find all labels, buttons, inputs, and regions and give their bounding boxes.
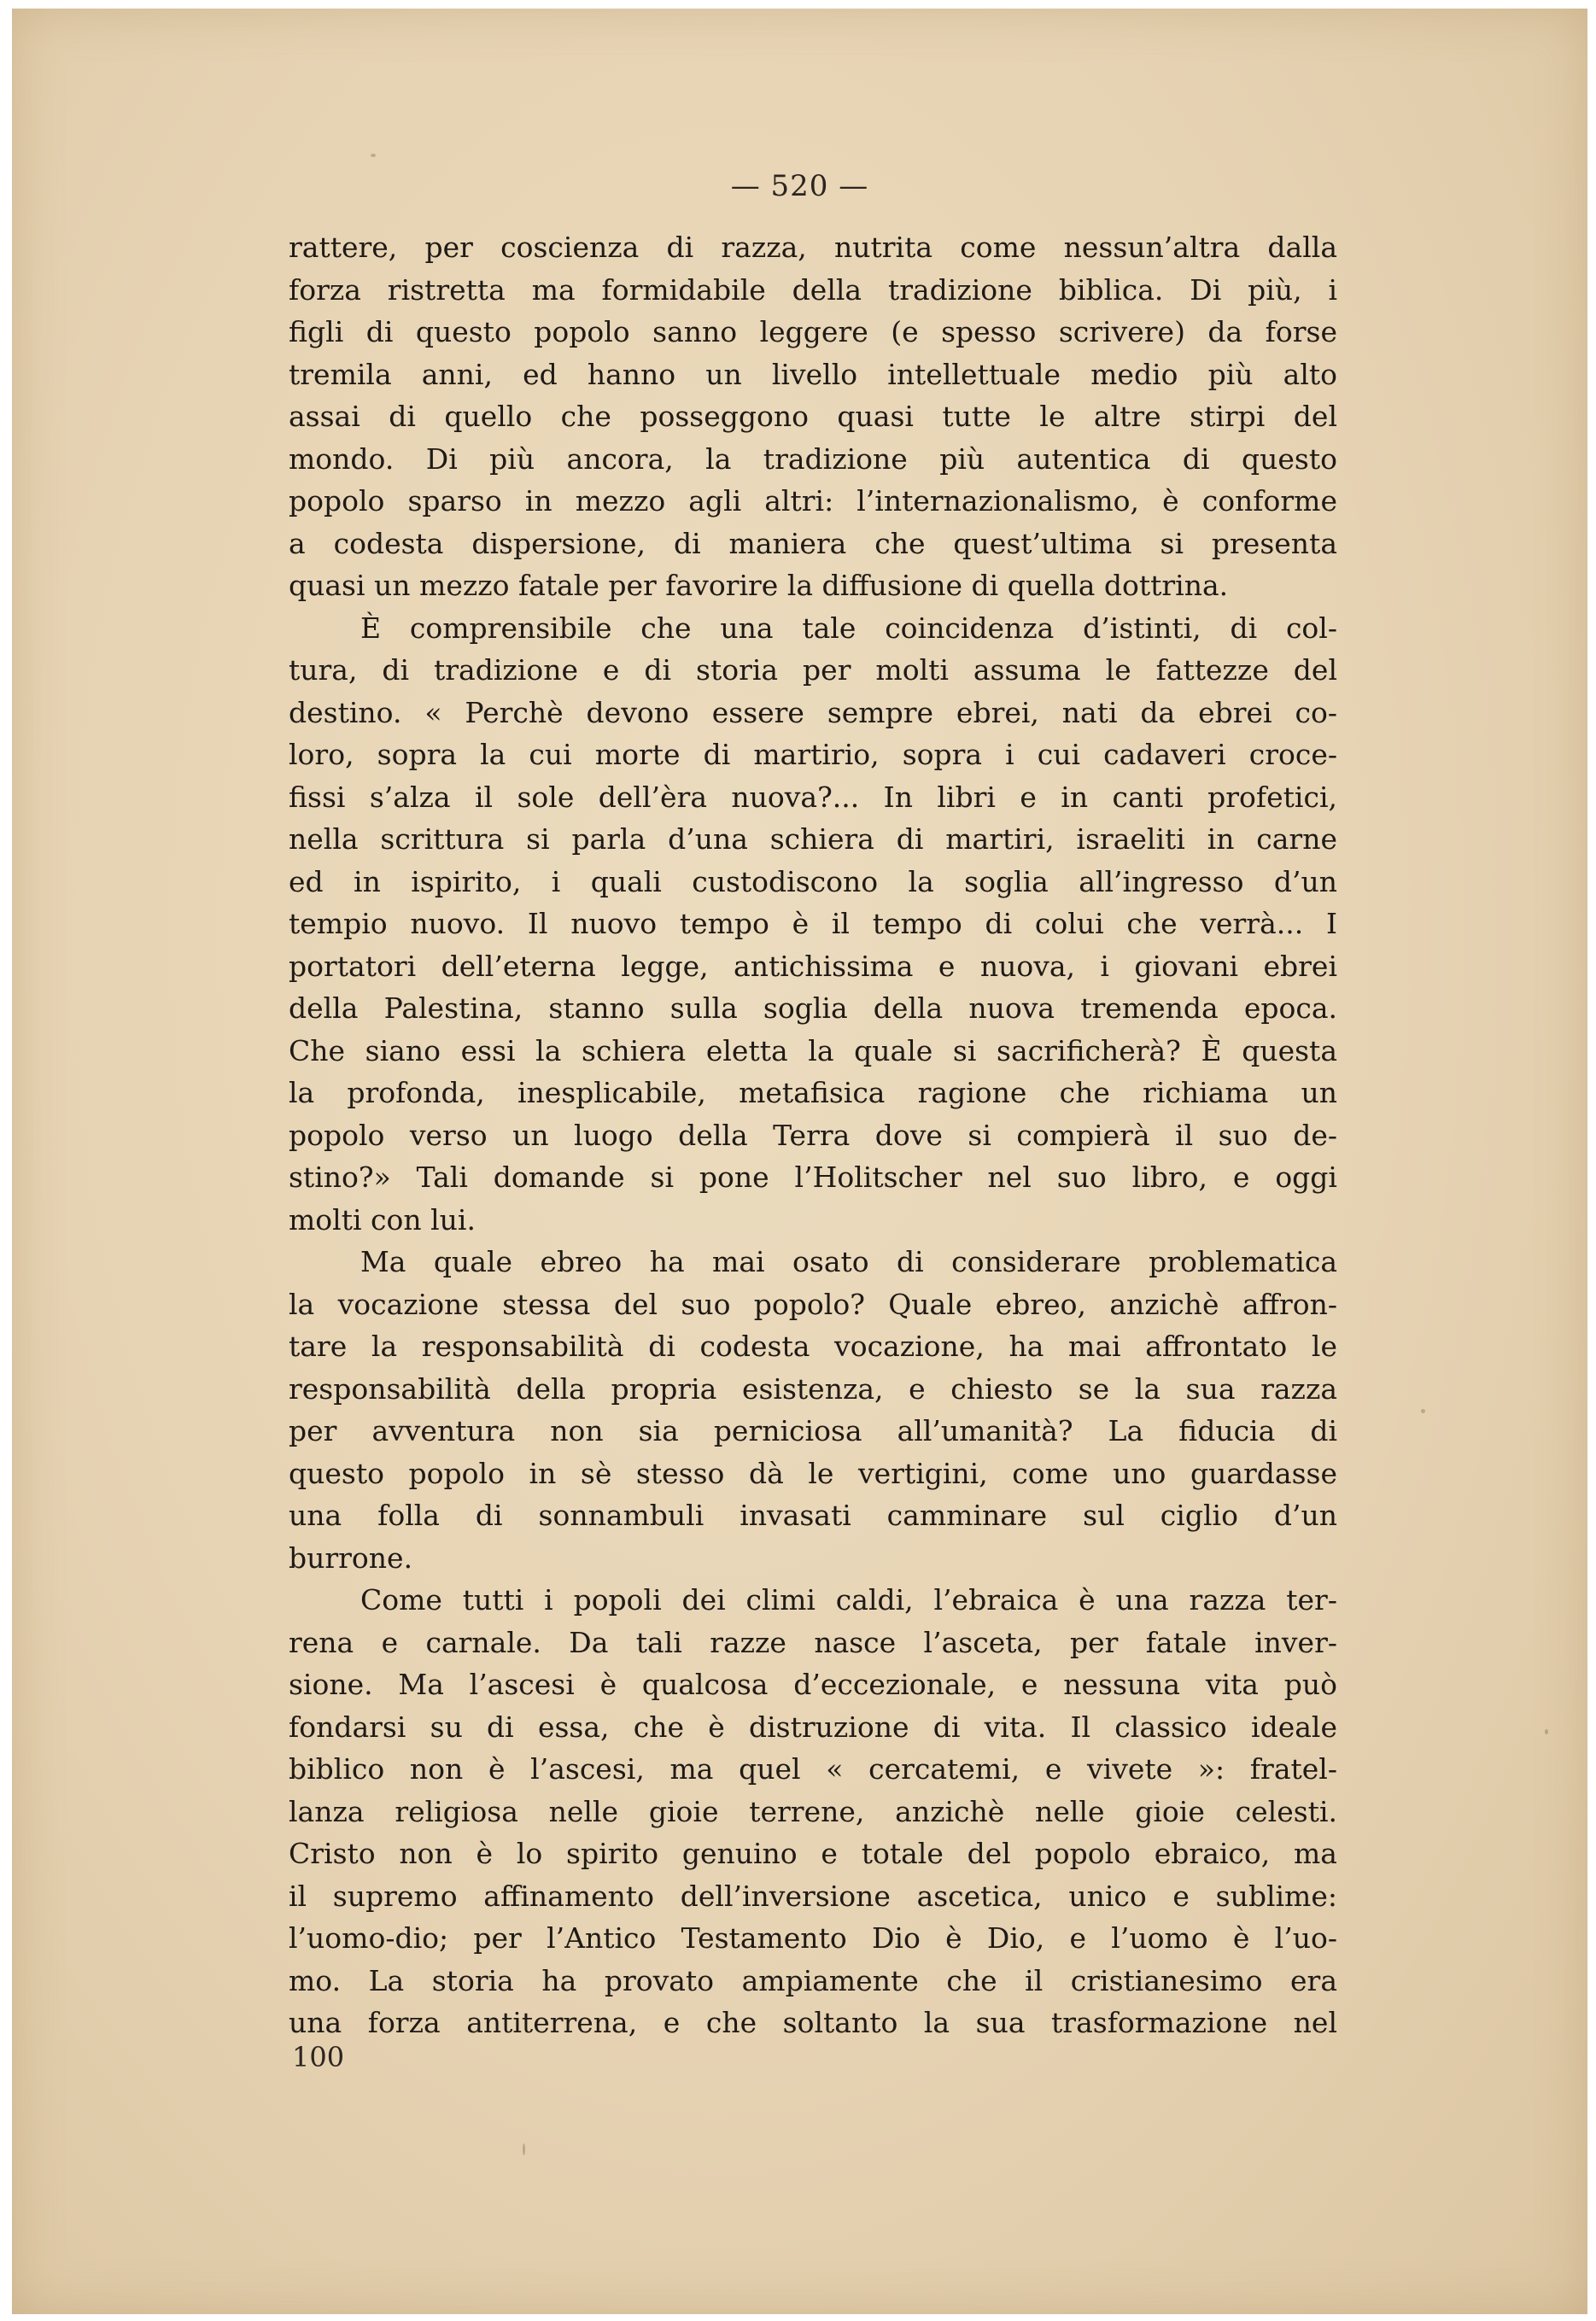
text-line: il supremo affinamento dell’inversione ascetica, unico e sublime:: [289, 1879, 1337, 1913]
text-line: responsabilità della propria esistenza, e chiesto se la sua razza: [289, 1371, 1337, 1406]
text-line: assai di quello che posseggono quasi tutte le altre stirpi del: [289, 400, 1337, 433]
text-line: tare la responsabilità di codesta vocazione, ha mai affrontato le: [289, 1330, 1337, 1363]
text-line: portatori dell’eterna legge, antichissima e nuova, i giovani ebrei: [289, 949, 1337, 983]
text-line: mo. La storia ha provato ampiamente che il cristianesimo era: [289, 1963, 1337, 1997]
text-line: una folla di sonnambuli invasati camminare sul ciglio d’un: [289, 1499, 1337, 1532]
text-line: ed in ispirito, i quali custodiscono la soglia all’ingresso d’un: [289, 864, 1337, 898]
text-line: fissi s’alza il sole dell’èra nuova?... In libri e in canti profetici,: [289, 780, 1337, 814]
body-text: [289, 226, 1337, 2044]
text-line: Che siano essi la schiera eletta la quale si sacrificherà? È questa: [289, 1033, 1337, 1067]
text-line: una forza antiterrena, e che soltanto la sua trasformazione nel: [289, 2006, 1337, 2039]
text-line: Cristo non è lo spirito genuino e totale del popolo ebraico, ma: [289, 1837, 1337, 1870]
text-line: mondo. Di più ancora, la tradizione più autentica di questo: [289, 441, 1337, 476]
text-line: biblico non è l’ascesi, ma quel « cercatemi, e vivete »: fratel-: [289, 1752, 1337, 1786]
text-line: loro, sopra la cui morte di martirio, sopra i cui cadaveri croce-: [289, 738, 1337, 771]
text-line: popolo sparso in mezzo agli altri: l’internazionalismo, è conforme: [289, 484, 1337, 517]
paper-speck: [1421, 1409, 1425, 1413]
text-line: questo popolo in sè stesso dà le vertigini, come uno guardasse: [289, 1456, 1337, 1490]
text-line: tremila anni, ed hanno un livello intellettuale medio più alto: [289, 357, 1337, 391]
text-line: tempio nuovo. Il nuovo tempo è il tempo di colui che verrà... I: [289, 907, 1337, 940]
text-line: la vocazione stessa del suo popolo? Quale ebreo, anzichè affron-: [289, 1287, 1337, 1321]
text-line: È comprensibile che una tale coincidenza d’istinti, di col-: [360, 611, 1337, 645]
text-line: stino?» Tali domande si pone l’Holitscher nel suo libro, e oggi: [289, 1160, 1337, 1194]
paper-speck: [371, 154, 376, 157]
text-line: a codesta dispersione, di maniera che quest’ultima si presenta: [289, 526, 1337, 560]
text-line: la profonda, inesplicabile, metafisica ragione che richiama un: [289, 1076, 1337, 1109]
text-line: rattere, per coscienza di razza, nutrita come nessun’altra dalla: [289, 231, 1337, 264]
book-page: [12, 9, 1587, 2314]
text-line: lanza religiosa nelle gioie terrene, anzichè nelle gioie celesti.: [289, 1794, 1337, 1828]
text-line: tura, di tradizione e di storia per molti assuma le fattezze del: [289, 653, 1337, 687]
text-line: l’uomo-dio; per l’Antico Testamento Dio è Dio, e l’uomo è l’uo-: [289, 1921, 1337, 1955]
paper-speck: [1545, 1729, 1548, 1734]
text-line: Come tutti i popoli dei climi caldi, l’ebraica è una razza ter-: [360, 1583, 1337, 1617]
text-line: popolo verso un luogo della Terra dove si compierà il suo de-: [289, 1118, 1337, 1152]
text-line: nella scrittura si parla d’una schiera di martiri, israeliti in carne: [289, 822, 1337, 856]
text-line: destino. « Perchè devono essere sempre ebrei, nati da ebrei co-: [289, 695, 1337, 729]
text-line: molti con lui.: [289, 1202, 476, 1237]
text-line: forza ristretta ma formidabile della tradizione biblica. Di più, i: [289, 272, 1337, 307]
text-line: sione. Ma l’ascesi è qualcosa d’eccezionale, e nessuna vita può: [289, 1668, 1337, 1701]
text-line: Ma quale ebreo ha mai osato di considerare problematica: [360, 1245, 1337, 1278]
page-number-header: — 520 —: [730, 169, 869, 203]
text-line: della Palestina, stanno sulla soglia della nuova tremenda epoca.: [289, 991, 1337, 1025]
paper-speck: [523, 2143, 525, 2155]
text-line: quasi un mezzo fatale per favorire la diffusione di quella dottrina.: [289, 569, 1229, 602]
text-line: rena e carnale. Da tali razze nasce l’asceta, per fatale inver-: [289, 1625, 1337, 1659]
text-line: burrone.: [289, 1541, 413, 1575]
signature-number: 100: [292, 2041, 345, 2073]
text-line: fondarsi su di essa, che è distruzione di vita. Il classico ideale: [289, 1710, 1337, 1744]
text-line: figli di questo popolo sanno leggere (e spesso scrivere) da forse: [289, 315, 1337, 348]
text-line: per avventura non sia perniciosa all’umanità? La fiducia di: [289, 1414, 1337, 1447]
